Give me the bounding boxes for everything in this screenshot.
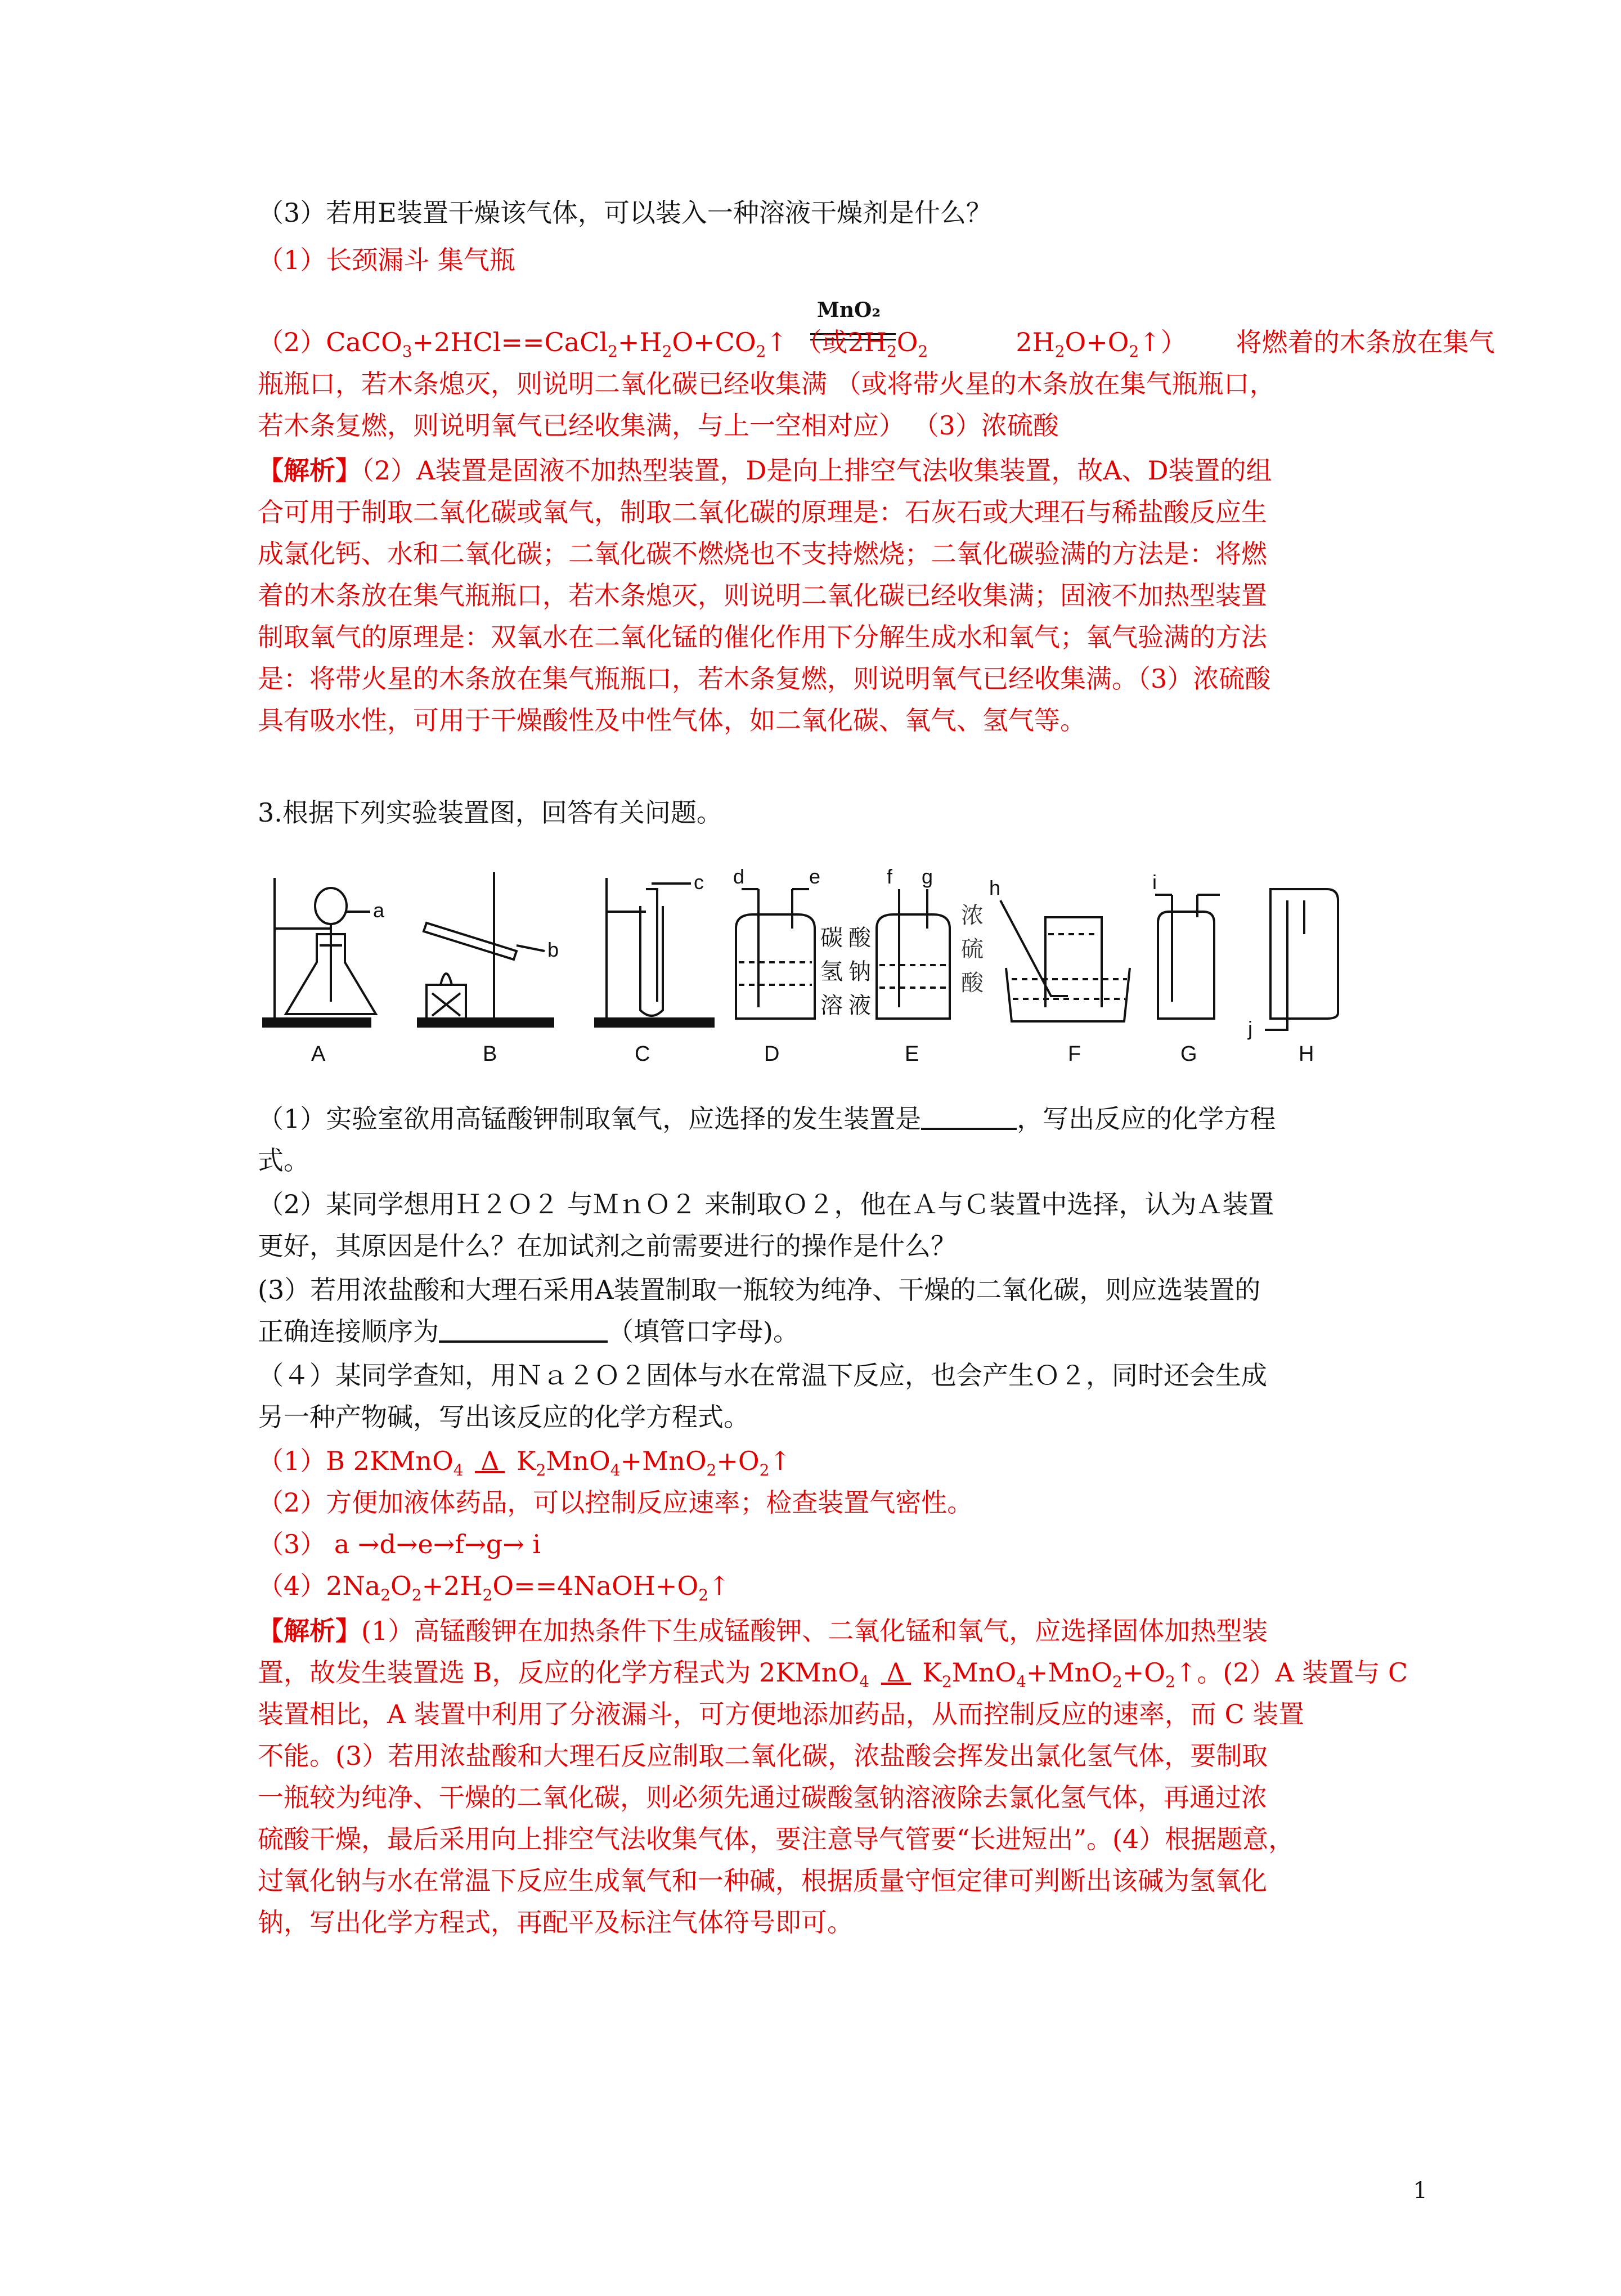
question-text: （填管口字母)。 [608,1316,799,1347]
page-number: 1 [1413,2178,1427,2204]
port-label: f [887,867,893,888]
answer-3-3: （3） a →d→e→f→g→ i [258,1529,541,1559]
answer-3-1: （1）B 2KMnO$_4$ Δ $K_2MnO_4+MnO_2+O_2↑$ [258,1444,791,1487]
question-3-dry-gas: （3）若用E装置干燥该气体，可以装入一种溶液干燥剂是什么？ [258,198,992,228]
analysis-2-first [258,1614,1268,1648]
question-3-title: 3.根据下列实验装置图，回答有关问题。 [258,797,722,828]
analysis-2-line: 一瓶较为纯净、干燥的二氧化碳，则必须先通过碳酸氢钠溶液除去氯化氢气体，再通过浓 [258,1782,1267,1813]
apparatus-figure [258,867,1360,1069]
bottle-label: 钠 [848,959,871,984]
heating-delta: Δ [472,1444,508,1478]
apparatus-label: B [483,1042,497,1066]
analysis-1-line: 成氯化钙、水和二氧化碳；二氧化碳不燃烧也不支持燃烧；二氧化碳验满的方法是：将燃 [258,539,1267,569]
answer-text: （4）2Na [258,1571,381,1601]
analysis-paragraph-1: 【解析】（2）A装置是固液不加热型装置，D是向上排空气法收集装置，故A、D装置的组 [258,455,1272,486]
port-label: a [373,899,385,922]
question-3-2: （2）某同学想用Ｈ２Ｏ２ 与ＭｎＯ２ 来制取Ｏ２，他在Ａ与Ｃ装置中选择，认为Ａ装置 [258,1189,1274,1219]
apparatus-g [1152,871,1220,1019]
port-label: i [1152,871,1157,894]
question-text: 另一种产物碱，写出该反应的化学方程式。 [258,1402,749,1432]
answer-2-method: 将燃着的木条放在集气 [1236,327,1495,357]
question-text: 正确连接顺序为 [258,1316,439,1347]
answer-2-line2: 瓶瓶口，若木条熄灭，则说明二氧化碳已经收集满 （或将带火星的木条放在集气瓶瓶口， [258,369,1276,399]
apparatus-label: G [1180,1042,1197,1066]
bottle-label: 液 [848,993,871,1018]
answer-2-line3: 若木条复燃，则说明氧气已经收集满，与上一空相对应） （3）浓硫酸 [258,410,1059,441]
apparatus-c [595,871,713,1026]
analysis-text: 置，故发生装置选 B，反应的化学方程式为 2KMnO [258,1657,860,1688]
question-3-3: (3）若用浓盐酸和大理石采用A装置制取一瓶较为纯净、干燥的二氧化碳，则应选装置的 [258,1275,1261,1305]
answer-text: （1）B 2KMnO [258,1446,453,1476]
question-3-1 [258,1102,1276,1136]
analysis-1-line: 具有吸水性，可用于干燥酸性及中性气体，如二氧化碳、氧气、氢气等。 [258,705,1086,736]
answer-blank [439,1340,608,1343]
bottle-label: 酸 [848,926,871,950]
bottle-label: 浓 [961,903,984,928]
analysis-2-line: 过氧化钠与水在常温下反应生成氧气和一种碱，根据质量守恒定律可判断出该碱为氢氧化 [258,1866,1267,1896]
question-text: 更好，其原因是什么？在加试剂之前需要进行的操作是什么？ [258,1231,957,1261]
answer-blank [921,1128,1017,1130]
apparatus-label: C [635,1042,650,1066]
port-label: g [922,867,933,888]
analysis-1-line: 着的木条放在集气瓶瓶口，若木条熄灭，则说明二氧化碳已经收集满；固液不加热型装置 [258,580,1267,611]
answer-3-2: （2）方便加液体药品，可以控制反应速率；检查装置气密性。 [258,1487,973,1518]
question-text: 式。 [258,1145,309,1176]
analysis-1-line: 是：将带火星的木条放在集气瓶瓶口，若木条复燃，则说明氧气已经收集满。（3）浓硫酸 [258,663,1271,694]
bottle-label: 硫 [961,937,984,962]
apparatus-label: F [1068,1042,1081,1066]
apparatus-label: A [311,1042,326,1066]
port-label: d [733,867,745,888]
catalyst-label: MnO₂ [817,298,881,322]
analysis-2-second: 置，故发生装置选 B，反应的化学方程式为 2KMnO$_4$ Δ $K_2MnO_4+MnO_2+O_2↑$。(2）A 装置与 C [258,1656,1408,1699]
bottle-label: 氢 [820,959,843,984]
question-3-4: （４）某同学查知，用Ｎａ２Ｏ２固体与水在常温下反应，也会产生Ｏ２，同时还会生成 [258,1360,1267,1391]
bottle-label: 酸 [961,971,984,995]
apparatus-label: H [1299,1042,1314,1066]
apparatus-b [418,872,559,1026]
apparatus-d [733,867,872,1019]
apparatus-label: D [764,1042,780,1066]
answer-2-equation-line: $(2)CaCO_3+2HCl==CaCl_2+H_2O+CO_2↑$ （或$2H_2O_2$ $2H_2O+O_2↑$） 将燃着的木条放在集气 [258,327,1495,361]
port-label: e [809,867,821,888]
question-text: ，写出反应的化学方程 [1017,1104,1276,1134]
question-3-3-order [258,1315,799,1348]
apparatus-a [263,878,385,1026]
port-label: c [694,871,704,894]
analysis-2-line: 硫酸干燥，最后采用向上排空气法收集气体，要注意导气管要“长进短出”。(4）根据题意， [258,1824,1295,1854]
question-text: （1）实验室欲用高锰酸钾制取氧气，应选择的发生装置是 [258,1104,922,1134]
bottle-label: 溶 [820,993,843,1018]
analysis-text: (1）高锰酸钾在加热条件下生成锰酸钾、二氧化锰和氧气，应选择固体加热型装 [361,1616,1268,1646]
bottle-label: 碳 [820,926,843,950]
analysis-tag: 【解析】 [258,1616,361,1646]
answer-1-apparatus-names: （1）长颈漏斗 集气瓶 [258,245,515,275]
port-label: b [547,938,559,961]
apparatus-label: E [905,1042,919,1066]
answer-3-4: $(4)2Na_2O_2+2H_2O==4NaOH+O_2↑$ [258,1571,730,1604]
heating-delta: Δ [878,1656,914,1689]
port-label: j [1248,1017,1252,1040]
apparatus-f [989,876,1130,1021]
analysis-2-line: 装置相比，A 装置中利用了分液漏斗，可方便地添加药品，从而控制反应的速率，而 C 装置 [258,1699,1305,1729]
apparatus-e [877,867,984,1019]
answer-2-prefix: （2）CaCO [258,327,402,357]
analysis-2-line: 不能。(3）若用浓盐酸和大理石反应制取二氧化碳，浓盐酸会挥发出氯化氢气体，要制取 [258,1741,1268,1771]
analysis-1-line: 制取氧气的原理是：双氧水在二氧化锰的催化作用下分解生成水和氧气；氧气验满的方法 [258,622,1267,652]
port-label: h [989,876,1001,899]
analysis-2-line: 钠，写出化学方程式，再配平及标注气体符号即可。 [258,1907,853,1938]
analysis-1-line: 合可用于制取二氧化碳或氧气，制取二氧化碳的原理是：石灰石或大理石与稀盐酸反应生 [258,497,1267,527]
apparatus-h [1247,889,1338,1040]
analysis-tag: 【解析】 [258,455,361,486]
analysis-text: 。(2）A 装置与 C [1197,1657,1408,1688]
